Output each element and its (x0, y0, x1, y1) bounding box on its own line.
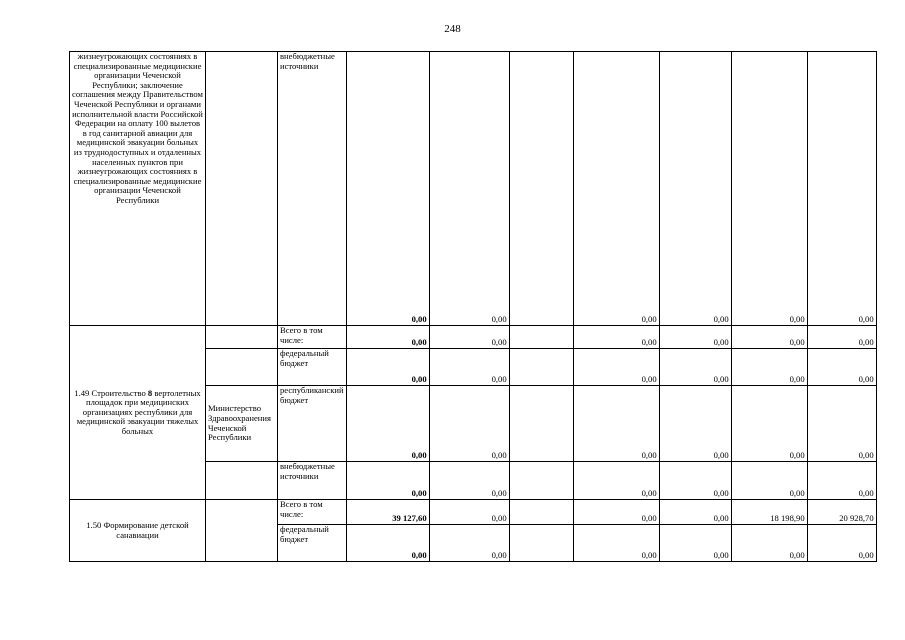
value-cell: 0,00 (807, 52, 876, 326)
measure-name-cell: 1.49 Строительство 8 вертолетных площадок при медицинских организациях республики для медицинской эвакуации тяжелых больных (70, 326, 206, 500)
measure-name-cell: жизнеугрожающих состояниях в специализированные медицинские организации Чеченской Республики; заключение соглашения между Правительством Чеченской Республики и органами исполнительной власти Российской Федерации на оплату 100 вылетов в год санитарной авиации для медицинской эвакуации больных из труднодоступных и отдаленных населенных пунктов при жизнеугрожающих состояниях в специализированные медицинские организации Чеченской Республики (70, 52, 206, 326)
value-cell: 0,00 (731, 525, 807, 562)
executor-cell (206, 462, 278, 500)
value-cell: 0,00 (659, 52, 731, 326)
value-cell: 20 928,70 (807, 500, 876, 525)
executor-cell: Министерство Здравоохранения Чеченской Республики (206, 386, 278, 462)
program-table (69, 51, 877, 562)
value-cell: 0,00 (573, 462, 659, 500)
funding-source-cell: федеральный бюджет (278, 525, 347, 562)
value-cell: 0,00 (659, 462, 731, 500)
value-cell: 0,00 (659, 500, 731, 525)
total-value-cell: 0,00 (346, 349, 429, 386)
value-cell: 0,00 (573, 500, 659, 525)
funding-source-cell: республиканский бюджет (278, 386, 347, 462)
value-cell: 0,00 (659, 386, 731, 462)
value-cell: 0,00 (731, 386, 807, 462)
funding-source-cell: Всего в том числе: (278, 500, 347, 525)
value-cell (509, 326, 573, 349)
funding-source-cell: внебюджетные источники (278, 462, 347, 500)
value-cell: 0,00 (731, 326, 807, 349)
total-value-cell: 0,00 (346, 326, 429, 349)
value-cell: 0,00 (573, 52, 659, 326)
total-value-cell: 0,00 (346, 462, 429, 500)
value-cell: 0,00 (573, 349, 659, 386)
value-cell: 0,00 (429, 326, 509, 349)
value-cell: 0,00 (807, 349, 876, 386)
value-cell: 0,00 (731, 349, 807, 386)
value-cell: 0,00 (573, 386, 659, 462)
value-cell: 0,00 (429, 349, 509, 386)
value-cell (509, 500, 573, 525)
value-cell (509, 386, 573, 462)
total-value-cell: 0,00 (346, 525, 429, 562)
measure-name-cell: 1.50 Формирование детской санавиации (70, 500, 206, 562)
funding-source-cell: внебюджетные источники (278, 52, 347, 326)
executor-cell (206, 52, 278, 326)
value-cell: 0,00 (659, 525, 731, 562)
page-number: 248 (444, 23, 461, 35)
value-cell: 0,00 (573, 525, 659, 562)
value-cell (509, 52, 573, 326)
table-row (70, 500, 877, 525)
value-cell: 0,00 (429, 525, 509, 562)
value-cell: 0,00 (659, 326, 731, 349)
value-cell (509, 349, 573, 386)
value-cell: 0,00 (429, 386, 509, 462)
value-cell: 0,00 (731, 462, 807, 500)
value-cell: 0,00 (659, 349, 731, 386)
funding-source-cell: Всего в том числе: (278, 326, 347, 349)
value-cell: 0,00 (429, 500, 509, 525)
total-value-cell: 0,00 (346, 386, 429, 462)
table-row (70, 52, 877, 326)
table-row (70, 326, 877, 349)
value-cell (509, 462, 573, 500)
executor-cell (206, 500, 278, 562)
executor-cell (206, 326, 278, 349)
total-value-cell: 39 127,60 (346, 500, 429, 525)
total-value-cell: 0,00 (346, 52, 429, 326)
value-cell: 0,00 (807, 525, 876, 562)
value-cell: 0,00 (573, 326, 659, 349)
funding-source-cell: федеральный бюджет (278, 349, 347, 386)
value-cell: 0,00 (429, 462, 509, 500)
value-cell: 0,00 (807, 326, 876, 349)
value-cell: 0,00 (807, 386, 876, 462)
value-cell: 0,00 (807, 462, 876, 500)
value-cell: 0,00 (429, 52, 509, 326)
value-cell: 0,00 (731, 52, 807, 326)
value-cell: 18 198,90 (731, 500, 807, 525)
executor-cell (206, 349, 278, 386)
value-cell (509, 525, 573, 562)
